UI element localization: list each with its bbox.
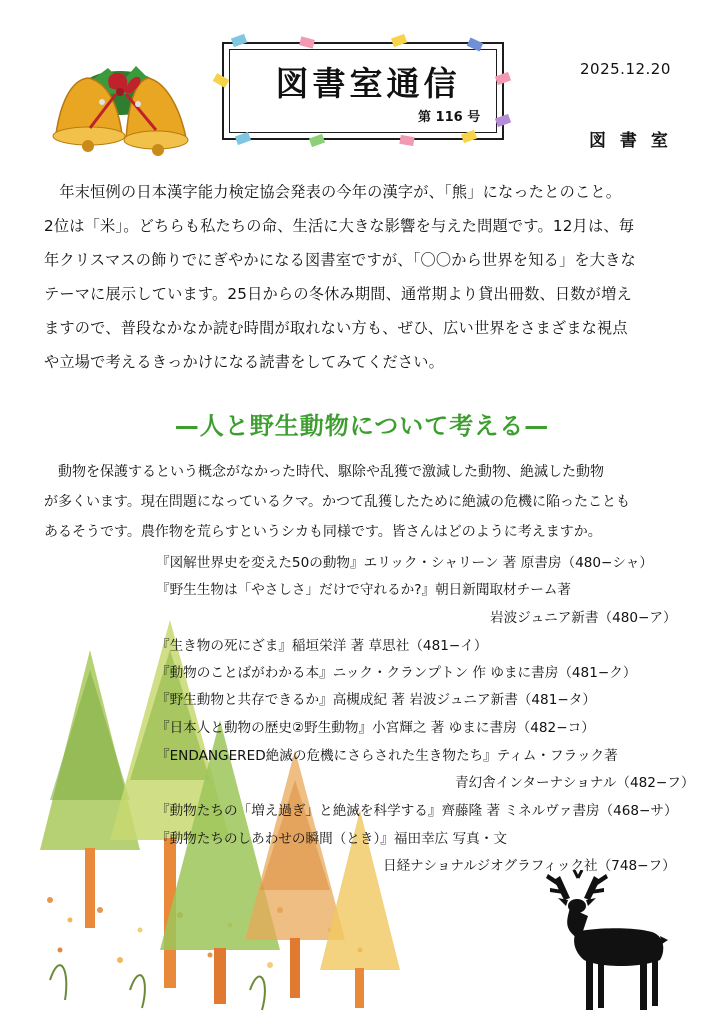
book-item-publisher: 青幻舎インターナショナル（482−フ） — [455, 775, 695, 791]
section-heading: —人と野生動物について考える— — [174, 412, 550, 440]
book-item: 『野生生物は「やさしさ」だけで守れるか?』朝日新聞取材チーム著 — [156, 582, 572, 598]
intro-line: テーマに展示しています。25日からの冬休み期間、通常期より貸出冊数、日数が増え — [44, 285, 632, 303]
book-item: 『動物たちのしあわせの瞬間（とき）』福田幸広 写真・文 — [156, 831, 507, 847]
confetti-decoration — [399, 135, 414, 146]
intro-line: ますので、普段なかなか読む時間が取れない方も、ぜひ、広い世界をさまざまな視点 — [44, 319, 628, 337]
book-item-publisher: 日経ナショナルジオグラフィック社（748−フ） — [383, 858, 676, 874]
book-item: 『図解世界史を変えた50の動物』エリック・シャリーン 著 原書房（480−シャ） — [156, 555, 653, 571]
intro-line: 年クリスマスの飾りでにぎやかになる図書室ですが、「〇〇から世界を知る」を大きな — [44, 251, 636, 269]
book-item: 『野生動物と共存できるか』高槻成紀 著 岩波ジュニア新書（481−タ） — [156, 692, 596, 708]
intro-line: 2位は「米」。どちらも私たちの命、生活に大きな影響を与えた問題です。12月は、毎 — [44, 217, 635, 235]
newsletter-title: 図書室通信 — [275, 64, 461, 103]
book-item: 『日本人と動物の歴史②野生動物』小宮輝之 著 ゆまに書房（482−コ） — [156, 720, 595, 736]
section-line: あるそうです。農作物を荒らすというシカも同様です。皆さんはどのように考えますか。 — [44, 524, 602, 540]
deer-silhouette-icon — [540, 870, 675, 1015]
book-item: 『動物たちの「増え過ぎ」と絶滅を科学する』齊藤隆 著 ミネルヴァ書房（468−サ） — [156, 803, 678, 819]
book-item-publisher: 岩波ジュニア新書（480−ア） — [490, 610, 677, 626]
intro-line: や立場で考えるきっかけになる読書をしてみてください。 — [44, 353, 445, 371]
section-line: 動物を保護するという概念がなかった時代、駆除や乱獲で激減した動物、絶滅した動物 — [44, 464, 604, 480]
book-item: 『生き物の死にざま』稲垣栄洋 著 草思社（481−イ） — [156, 638, 488, 654]
section-line: が多くいます。現在問題になっているクマ。かつて乱獲したために絶滅の危機に陥ったことも — [44, 494, 631, 510]
publisher-name: 図 書 室 — [589, 131, 672, 151]
book-item: 『動物のことばがわかる本』ニック・クランプトン 作 ゆまに書房（481−ク） — [156, 665, 637, 681]
intro-line: 年末恒例の日本漢字能力検定協会発表の今年の漢字が、「熊」になったとのこと。 — [44, 183, 622, 201]
issue-date: 2025.12.20 — [580, 60, 671, 78]
christmas-bells-icon — [30, 48, 210, 172]
issue-number: 第 116 号 — [418, 110, 481, 125]
book-item: 『ENDANGERED絶滅の危機にさらされた生き物たち』ティム・フラック著 — [156, 748, 618, 764]
